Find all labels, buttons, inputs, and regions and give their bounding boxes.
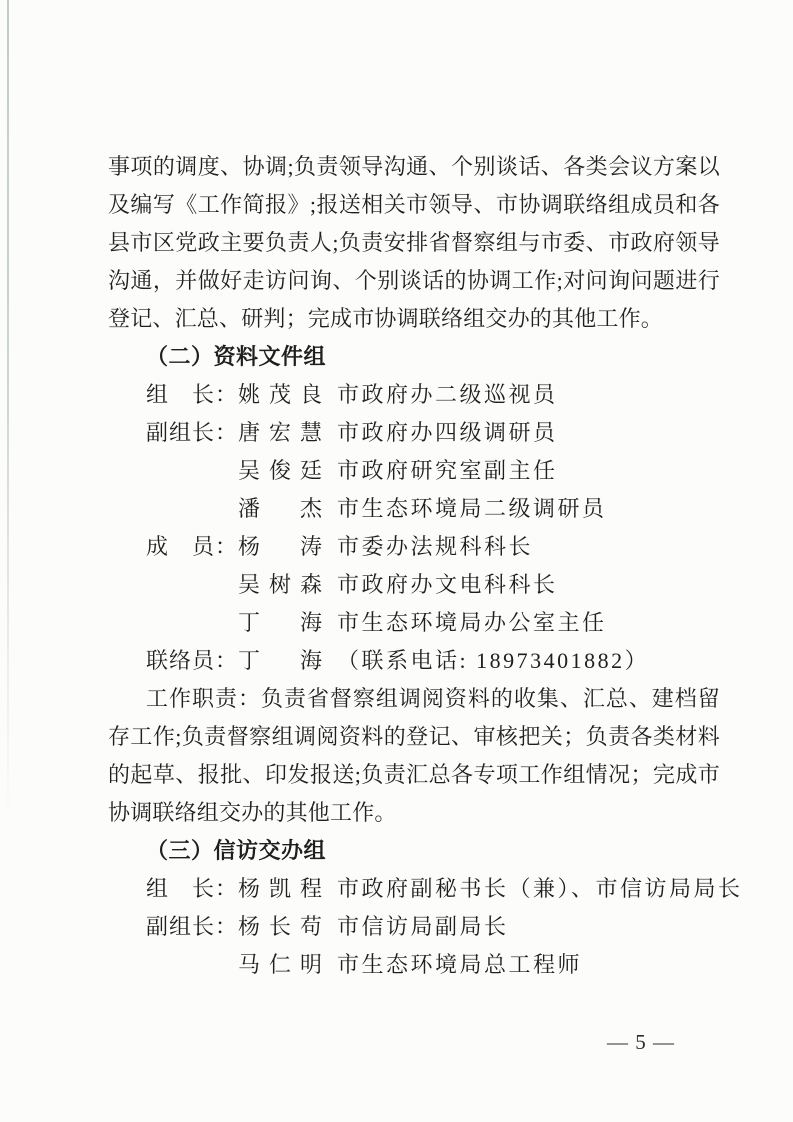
member-name: 丁 海 <box>238 610 332 635</box>
member-row <box>108 528 720 566</box>
member-role-label <box>146 566 238 604</box>
section-heading: （三）信访交办组 <box>146 838 327 863</box>
member-role-label <box>146 604 238 642</box>
member-row <box>108 908 720 946</box>
document-section <box>108 338 720 832</box>
member-role-label: 副组长： <box>146 914 239 939</box>
member-title: 市政府办二级巡视员 <box>337 382 558 407</box>
member-title: 市生态环境局总工程师 <box>337 952 583 977</box>
member-role-label <box>146 946 238 984</box>
sections-container <box>108 338 743 984</box>
member-list <box>108 870 743 984</box>
member-title: 市信访局副局长 <box>337 914 509 939</box>
member-name: 吴俊廷 <box>238 458 332 483</box>
member-name: 杨 涛 <box>238 534 332 559</box>
member-title: 市政府办四级调研员 <box>337 420 558 445</box>
member-name: 姚茂良 <box>238 382 332 407</box>
member-row <box>108 604 720 642</box>
scan-edge-artifact <box>7 0 9 820</box>
member-role-label <box>146 452 238 490</box>
document-content <box>108 148 743 984</box>
member-row <box>108 946 720 984</box>
member-title: 市政府研究室副主任 <box>337 458 558 483</box>
section-heading: （二）资料文件组 <box>146 344 327 369</box>
member-row <box>108 452 720 490</box>
member-role-label: 副组长： <box>146 420 239 445</box>
member-list <box>108 376 720 680</box>
member-row <box>108 490 720 528</box>
member-row <box>108 870 743 908</box>
paragraph-duties-continued: 事项的调度、协调;负责领导沟通、个别谈话、各类会议方案以及编写《工作简报》;报送相关市领导、市协调联络组成员和各县市区党政主要负责人;负责安排省督察组与市委、市政府领导沟通，并做好走访问询、个别谈话的协调工作;对问询问题进行登记、汇总、研判；完成市协调联络组交办的其他工作。 <box>108 154 720 331</box>
member-title: 市生态环境局办公室主任 <box>337 610 607 635</box>
member-role-label: 组 长： <box>146 382 239 407</box>
member-title: 市政府办文电科科长 <box>337 572 558 597</box>
member-title: （联系电话: 18973401882） <box>337 648 650 673</box>
member-role-label: 组 长： <box>146 876 239 901</box>
page-number: — 5 — <box>607 1030 675 1054</box>
member-row <box>108 566 720 604</box>
member-role-label <box>146 490 238 528</box>
member-name: 唐宏慧 <box>238 420 332 445</box>
member-row <box>108 414 720 452</box>
member-name: 潘 杰 <box>238 496 332 521</box>
member-title: 市生态环境局二级调研员 <box>337 496 607 521</box>
member-name: 吴树森 <box>238 572 332 597</box>
member-name: 丁 海 <box>238 648 332 673</box>
member-row <box>108 376 720 414</box>
document-section <box>108 832 743 984</box>
member-name: 杨凯程 <box>238 876 332 901</box>
member-row <box>108 642 720 680</box>
member-title: 市政府副秘书长（兼）、市信访局局长 <box>337 876 743 901</box>
member-role-label: 联络员： <box>146 648 239 673</box>
member-name: 杨长苟 <box>238 914 332 939</box>
section-duties-paragraph: 工作职责：负责省督察组调阅资料的收集、汇总、建档留存工作;负责督察组调阅资料的登记、审核把关；负责各类材料的起草、报批、印发报送;负责汇总各专项工作组情况；完成市协调联络组交办的其他工作。 <box>108 686 720 825</box>
member-name: 马仁明 <box>238 952 332 977</box>
member-title: 市委办法规科科长 <box>337 534 534 559</box>
member-role-label: 成 员： <box>146 534 239 559</box>
